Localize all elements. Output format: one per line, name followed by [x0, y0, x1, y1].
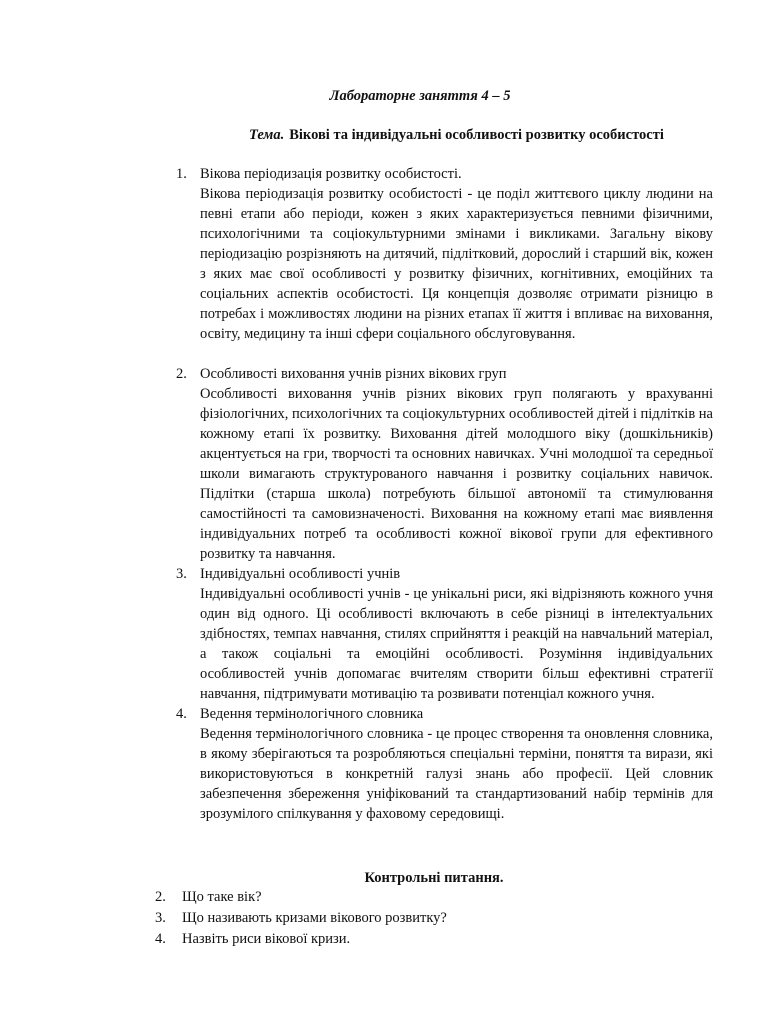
control-questions-title: Контрольні питання.: [364, 870, 504, 886]
section-number: 4.: [176, 706, 187, 722]
section-item: [176, 564, 713, 704]
section-heading: Ведення термінологічного словника: [200, 706, 424, 722]
topic-text: Вікові та індивідуальні особливості розвитку особистості: [289, 127, 664, 143]
section-number: 3.: [176, 566, 187, 582]
question-text: Що таке вік?: [182, 889, 262, 905]
document-topic: [249, 127, 664, 144]
question-item: [155, 929, 447, 950]
section-body: Особливості виховання учнів різних вікових груп полягають у врахуванні фізіологічних, психологічних та соціокультурних особливостей дітей і підлітків на кожному етапі їх розвитку. Виховання дітей молодшого віку (дошкільників) акцентується на гри, творчості та основних навичках. Учні молодшої та середньої школи вимагають структурованого навчання і розвитку соціальних навичок. Підлітки (старша школа) потребують більшої автономії та стимулювання самостійності та самовизначеності. Виховання на кожному етапі має виявлення індивідуальних потреб та особливості кожної вікової групи для ефективного розвитку та навчання.: [200, 386, 713, 562]
section-body: Індивідуальні особливості учнів - це унікальні риси, які відрізняють кожного учня один від одного. Ці особливості включають в себе різниці в інтелектуальних здібностях, темпах навчання, стилях сприйняття і реакцій на навчальний матеріал, а також соціальні та емоційні особливості. Розуміння індивідуальних особливостей учнів допомагає вчителям створити більш ефективні стратегії навчання, підтримувати мотивацію та розвивати потенціал кожного учня.: [200, 586, 713, 702]
section-item: [176, 164, 713, 344]
question-item: [155, 887, 447, 908]
question-number: 2.: [155, 889, 166, 905]
question-item: [155, 908, 447, 929]
section-heading: Вікова періодизація розвитку особистості.: [200, 166, 462, 182]
question-text: Що називають кризами вікового розвитку?: [182, 910, 447, 926]
section-item: [176, 364, 713, 564]
section-number: 1.: [176, 166, 187, 182]
section-heading: Індивідуальні особливості учнів: [200, 566, 401, 582]
question-number: 3.: [155, 910, 166, 926]
question-text: Назвіть риси вікової кризи.: [182, 931, 351, 947]
section-body: Ведення термінологічного словника - це процес створення та оновлення словника, в якому зберігаються та розробляються спеціальні терміни, поняття та вирази, які використовуються в конкретній галузі знань або професії. Цей словник забезпечення збереження уніфікований та стандартизований набір термінів для зрозумілого спілкування у фаховому середовищі.: [200, 726, 713, 822]
section-item: [176, 704, 713, 824]
control-questions-list: [155, 887, 447, 950]
topic-label: Тема.: [249, 127, 285, 143]
sections-list: [0, 164, 768, 824]
document-title: Лабораторне заняття 4 – 5: [329, 88, 511, 104]
section-number: 2.: [176, 366, 187, 382]
question-number: 4.: [155, 931, 166, 947]
section-heading: Особливості виховання учнів різних вікових груп: [200, 366, 507, 382]
section-body: Вікова періодизація розвитку особистості - це поділ життєвого циклу людини на певні етапи або періоди, кожен з яких характеризується певними фізичними, психологічними та соціокультурними змінами і викликами. Загальну вікову періодизацію розрізняють на дитячий, підлітковий, дорослий і старший вік, кожен з яких має свої особливості у розвитку фізичних, когнітивних, емоційних та соціальних аспектів особистості. Ця концепція дозволяє отримати різницю в потребах і можливостях людини на різних етапах її життя і впливає на виховання, освіту, медицину та інші сфери соціального обслуговування.: [200, 186, 713, 342]
